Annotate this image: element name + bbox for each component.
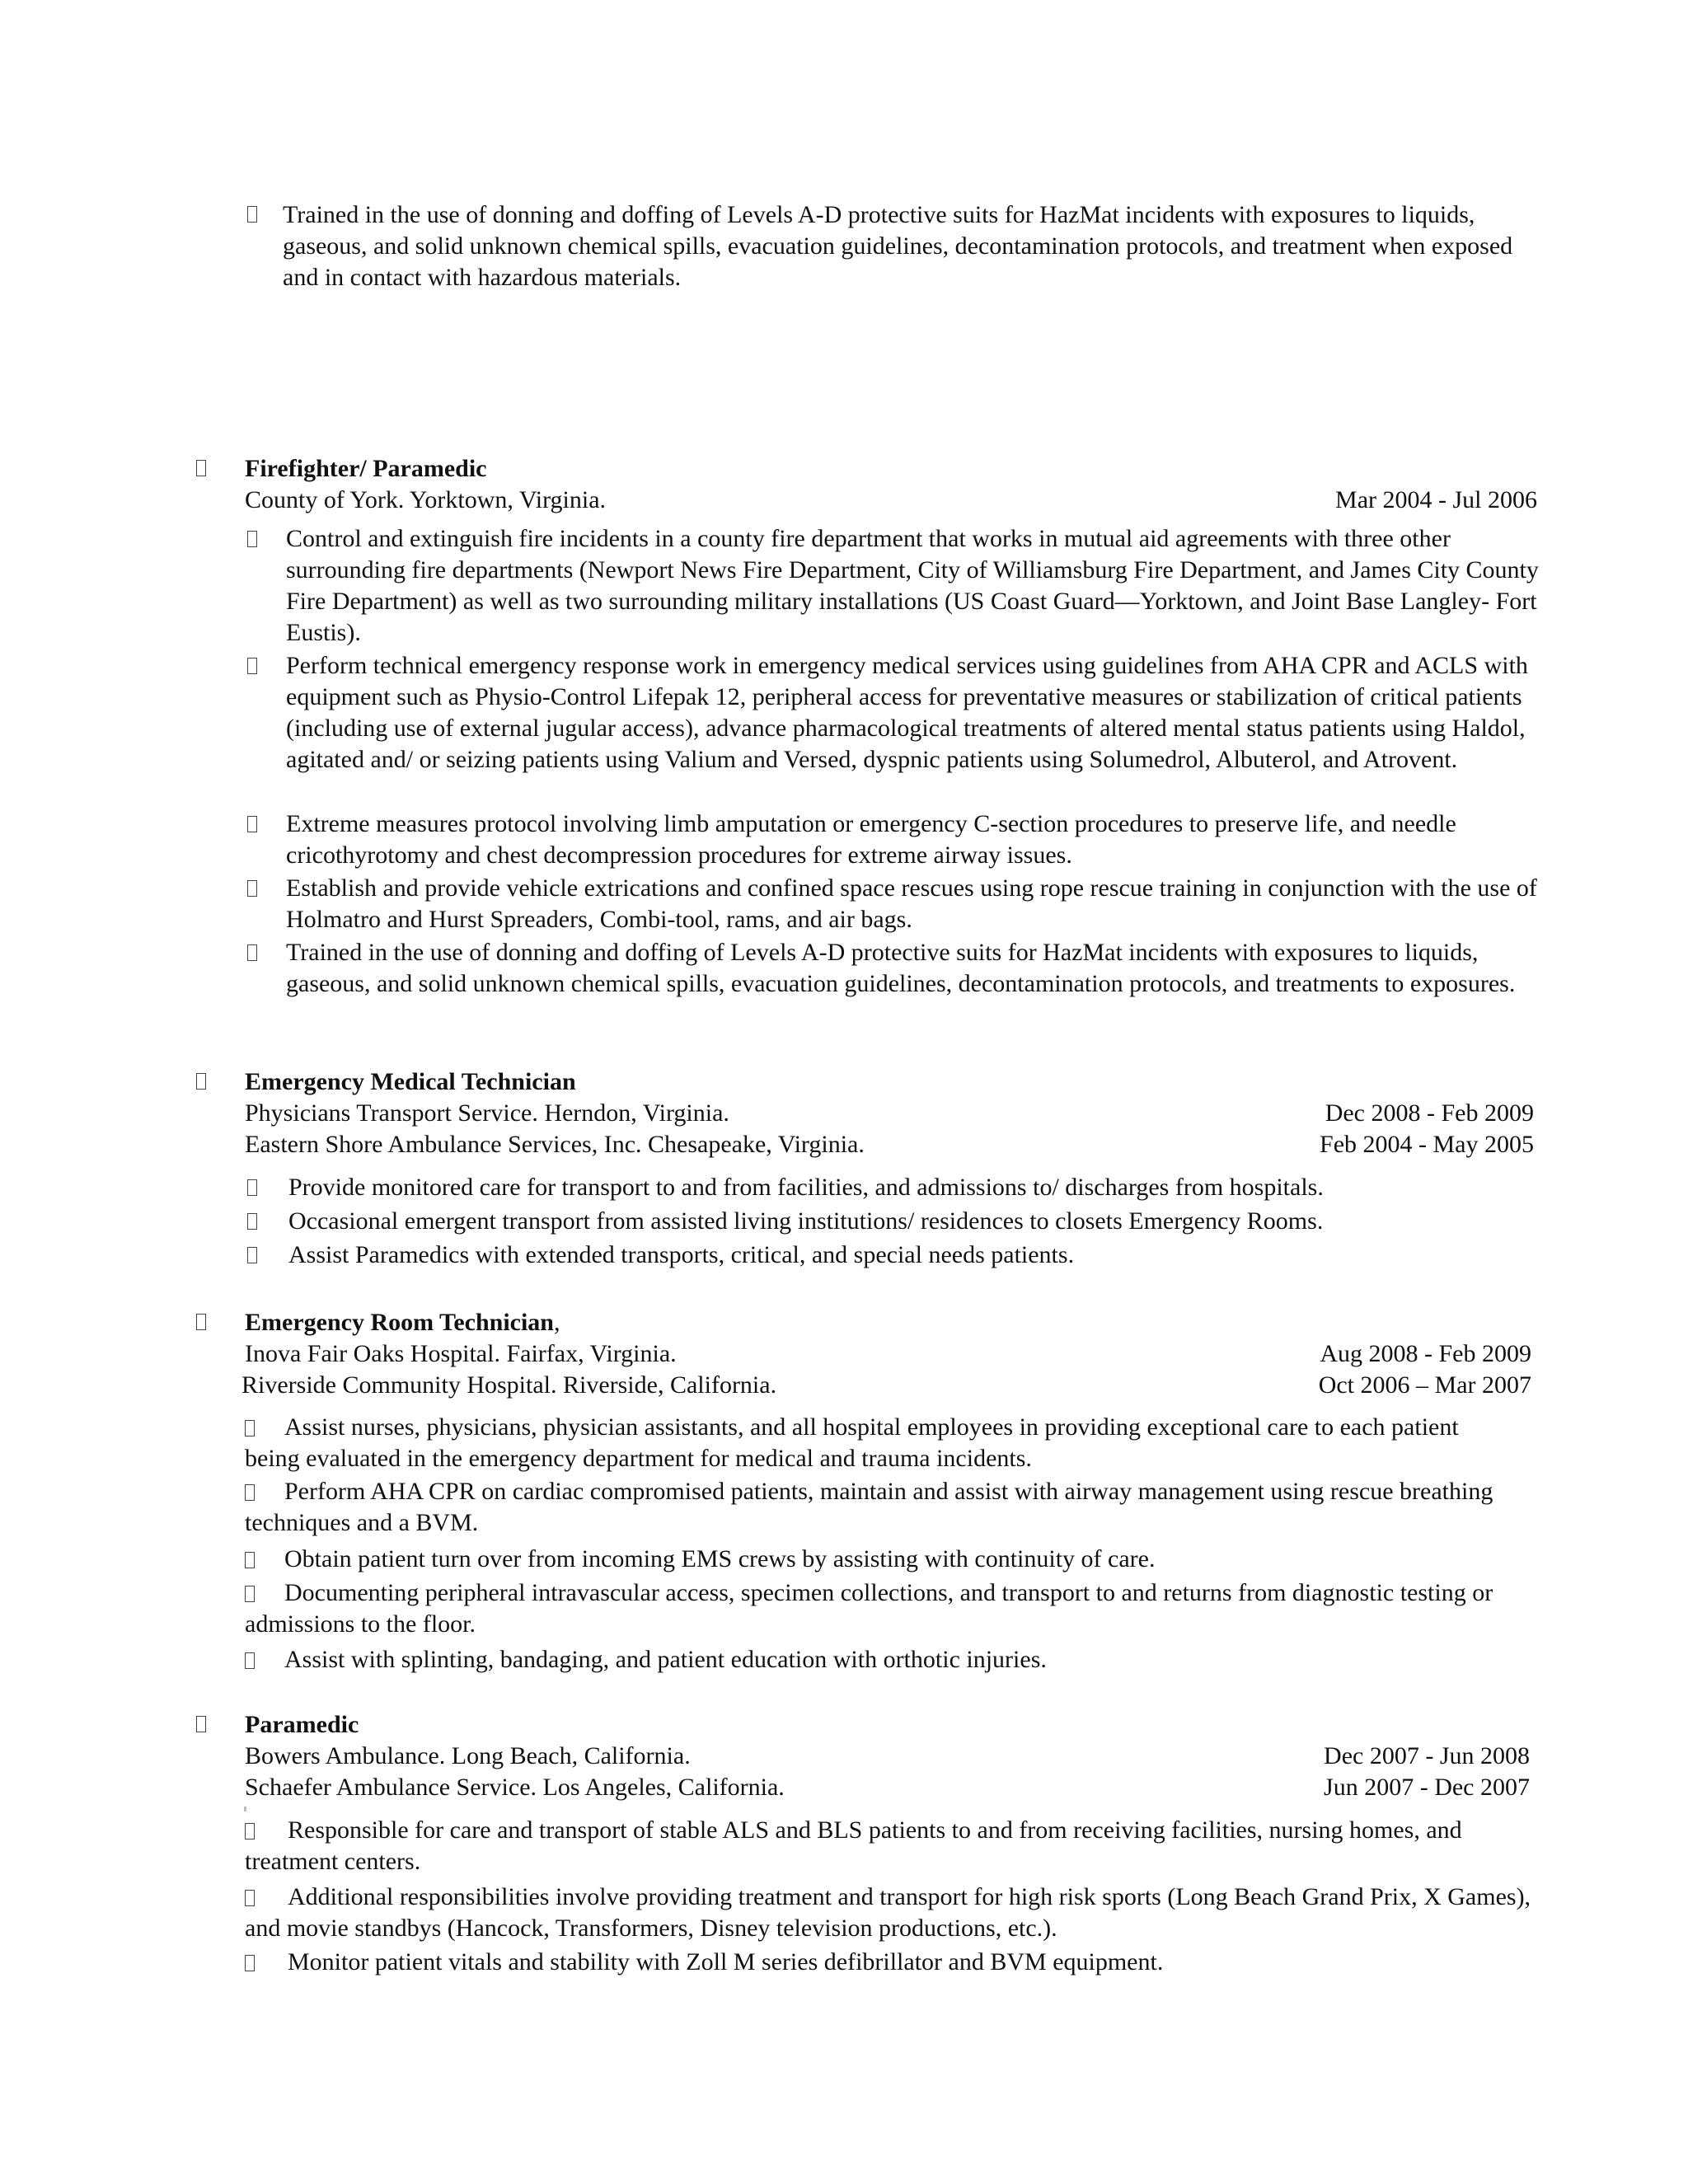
bullet-text: Control and extinguish fire incidents in a county fire department that works in mutual aid agreements with three other surrounding fire departments (Newport News Fire Department, City of Williamsburg Fire Department, and James City County Fire Department) as well as two surrounding military installations (US Coast Guard—Yorktown, and Joint Base Langley- Fort Eustis). xyxy=(286,525,1539,646)
bullet-icon xyxy=(245,1552,255,1568)
bullet-icon xyxy=(245,1955,255,1971)
job-title: Emergency Medical Technician xyxy=(245,1068,576,1095)
bullet-text: Monitor patient vitals and stability with Zoll M series defibrillator and BVM equipment. xyxy=(288,1948,1164,1975)
job-title: Paramedic xyxy=(245,1711,359,1738)
bullet-icon xyxy=(245,1586,255,1602)
scan-artifact xyxy=(244,1807,246,1811)
bullet-text: Responsible for care and transport of stable ALS and BLS patients to and from receiving facilities, nursing homes, and treatment centers. xyxy=(245,1816,1462,1875)
section-bullet-icon xyxy=(196,1073,206,1090)
bullet-text: Extreme measures protocol involving limb amputation or emergency C-section procedures to preserve life, and needle cricothyrotomy and chest decompression procedures for extreme airway issues. xyxy=(286,810,1456,869)
section-bullet-icon xyxy=(196,460,206,476)
bullet-icon xyxy=(247,1179,257,1196)
bullet-icon xyxy=(247,944,257,961)
employer: County of York. Yorktown, Virginia. xyxy=(245,486,607,513)
bullet-text: Assist Paramedics with extended transports, critical, and special needs patients. xyxy=(288,1241,1075,1268)
employment-dates: Dec 2007 - Jun 2008 xyxy=(1324,1742,1530,1769)
job-title xyxy=(245,1307,560,1338)
employer: Riverside Community Hospital. Riverside, California. xyxy=(241,1371,777,1399)
section-bullet-icon xyxy=(196,1716,206,1732)
bullet-paragraph xyxy=(245,1947,1539,1978)
bullet-icon xyxy=(247,1247,257,1263)
bullet-paragraph xyxy=(245,1476,1514,1539)
employer: Inova Fair Oaks Hospital. Fairfax, Virginia. xyxy=(245,1340,677,1367)
bullet-text: Perform AHA CPR on cardiac compromised patients, maintain and assist with airway management using rescue breathing techniques and a BVM. xyxy=(245,1478,1493,1536)
bullet-text: Assist nurses, physicians, physician assistants, and all hospital employees in providing exceptional care to each patient being evaluated in the emergency department for medical and trauma incidents. xyxy=(245,1413,1459,1472)
bullet-icon xyxy=(247,206,257,223)
bullet-icon xyxy=(247,658,257,674)
bullet-text: Assist with splinting, bandaging, and patient education with orthotic injuries. xyxy=(284,1646,1047,1673)
job-title-suffix: , xyxy=(554,1309,560,1336)
bullet-paragraph xyxy=(245,1644,1514,1675)
employer: Bowers Ambulance. Long Beach, California. xyxy=(245,1742,691,1769)
employer: Schaefer Ambulance Service. Los Angeles, California. xyxy=(245,1774,785,1801)
bullet-text: Additional responsibilities involve providing treatment and transport for high risk sports (Long Beach Grand Prix, X Games), and movie standbys (Hancock, Transformers, Disney television productions, etc.). xyxy=(245,1883,1531,1942)
bullet-paragraph xyxy=(245,1412,1514,1474)
bullet-icon xyxy=(245,1823,255,1840)
employer: Physicians Transport Service. Herndon, Virginia. xyxy=(245,1099,729,1127)
bullet-icon xyxy=(247,1213,257,1230)
bullet-paragraph xyxy=(245,1577,1514,1640)
bullet-text: Documenting peripheral intravascular access, specimen collections, and transport to and returns from diagnostic testing or admissions to the floor. xyxy=(245,1579,1493,1638)
bullet-text: Trained in the use of donning and doffing of Levels A-D protective suits for HazMat incidents with exposures to liquids, gaseous, and solid unknown chemical spills, evacuation guidelines, decontamination protocols, and treatment when exposed and in contact with hazardous materials. xyxy=(283,201,1513,291)
job-title-text: Emergency Room Technician xyxy=(245,1309,554,1336)
employment-dates: Dec 2008 - Feb 2009 xyxy=(1325,1099,1534,1127)
bullet-text: Occasional emergent transport from assisted living institutions/ residences to closets Emergency Rooms. xyxy=(288,1207,1324,1235)
employment-dates: Feb 2004 - May 2005 xyxy=(1320,1131,1534,1158)
bullet-text: Obtain patient turn over from incoming EMS crews by assisting with continuity of care. xyxy=(284,1545,1156,1572)
bullet-text: Establish and provide vehicle extrications and confined space rescues using rope rescue training in conjunction with the use of Holmatro and Hurst Spreaders, Combi-tool, rams, and air bags. xyxy=(286,874,1537,933)
employment-dates: Aug 2008 - Feb 2009 xyxy=(1320,1340,1531,1367)
employment-dates: Oct 2006 – Mar 2007 xyxy=(1318,1371,1531,1399)
bullet-paragraph xyxy=(245,1882,1539,1944)
bullet-paragraph xyxy=(245,1815,1539,1877)
employment-dates: Mar 2004 - Jul 2006 xyxy=(1335,486,1537,513)
bullet-icon xyxy=(247,880,257,897)
job-title: Firefighter/ Paramedic xyxy=(245,455,487,482)
bullet-text: Perform technical emergency response work in emergency medical services using guidelines from AHA CPR and ACLS with equipment such as Physio-Control Lifepak 12, peripheral access for preventative measures or stabilization of critical patients (including use of external jugular access), advance pharmacological treatments of altered mental status patients using Haldol, agitated and/ or seizing patients using Valium and Versed, dyspnic patients using Solumedrol, Albuterol, and Atrovent. xyxy=(286,652,1528,773)
bullet-icon xyxy=(247,816,257,832)
employment-dates: Jun 2007 - Dec 2007 xyxy=(1324,1774,1530,1801)
bullet-icon xyxy=(245,1484,255,1501)
bullet-icon xyxy=(245,1652,255,1669)
employer: Eastern Shore Ambulance Services, Inc. Chesapeake, Virginia. xyxy=(245,1131,865,1158)
bullet-icon xyxy=(245,1890,255,1906)
bullet-text: Provide monitored care for transport to and from facilities, and admissions to/ discharges from hospitals. xyxy=(288,1174,1324,1201)
bullet-icon xyxy=(245,1420,255,1436)
bullet-paragraph xyxy=(245,1544,1514,1575)
section-bullet-icon xyxy=(196,1314,206,1330)
bullet-text: Trained in the use of donning and doffing of Levels A-D protective suits for HazMat incidents with exposures to liquids, gaseous, and solid unknown chemical spills, evacuation guidelines, decontamination protocols, and treatments to exposures. xyxy=(286,939,1516,997)
bullet-icon xyxy=(247,531,257,547)
